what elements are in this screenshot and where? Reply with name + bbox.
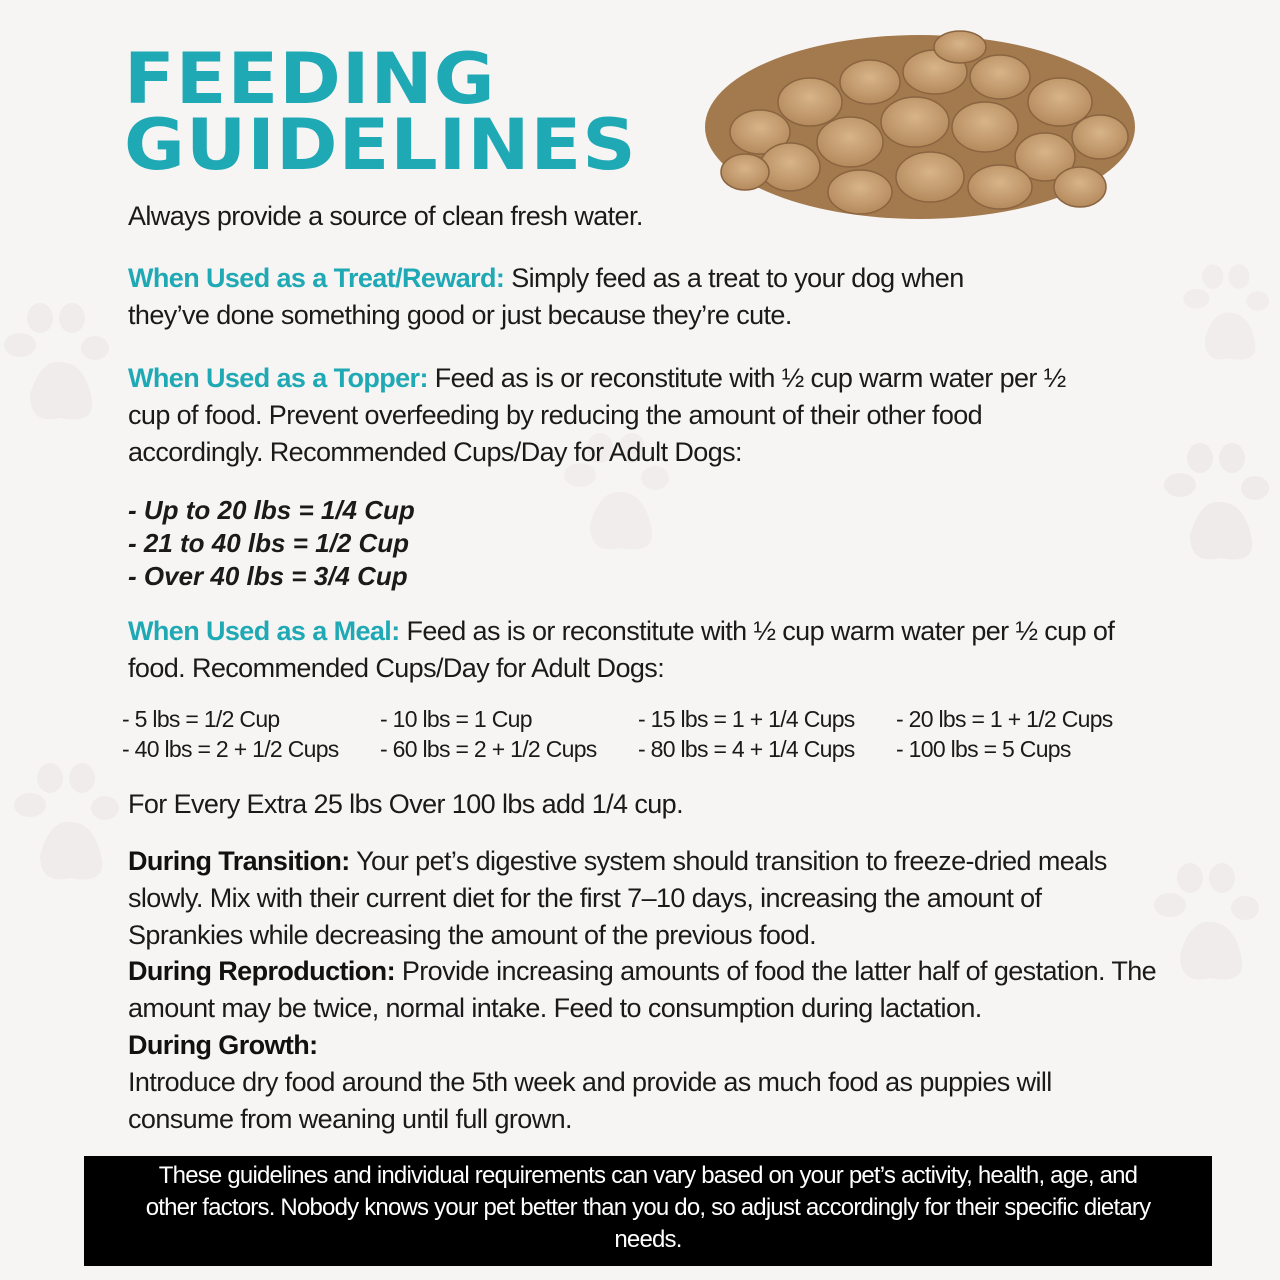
intro-text: Always provide a source of clean fresh water. [128,201,643,231]
meal-section [128,613,1118,687]
growth-section [128,1027,1128,1138]
reproduction-section [128,953,1178,1027]
list-item: - 15 lbs = 1 + 1/4 Cups [638,706,855,732]
list-item: - 10 lbs = 1 Cup [380,706,532,732]
transition-text: Your pet’s digestive system should transition to freeze-dried meals slowly. Mix with their current diet for the first 7–10 days, increasing the amount of Sprankies while decreasing the amount of the previous food. [128,846,1107,950]
list-item: - 5 lbs = 1/2 Cup [122,706,280,732]
page-title [124,38,637,186]
list-item: - Up to 20 lbs = 1/4 Cup [128,495,415,525]
transition-label: During Transition: [128,846,350,876]
meal-amounts-grid [122,704,1142,764]
list-item: - 60 lbs = 2 + 1/2 Cups [380,736,597,762]
paw-print-icon [10,760,120,890]
list-item: - 100 lbs = 5 Cups [896,736,1071,762]
title-line-2: GUIDELINES [124,104,637,186]
paw-print-icon [0,300,110,430]
treat-text: Simply feed as a treat to your dog when they’ve done something good or just because they’re cute. [128,263,964,330]
list-item: - Over 40 lbs = 3/4 Cup [128,561,408,591]
transition-section [128,843,1158,954]
topper-text: Feed as is or reconstitute with ½ cup warm water per ½ cup of food. Prevent overfeeding by reducing the amount of their other food accordingly. Recommended Cups/Day for Adult Dogs: [128,363,1066,467]
paw-print-icon [1160,440,1270,570]
topper-label: When Used as a Topper: [128,363,428,393]
list-item: - 80 lbs = 4 + 1/4 Cups [638,736,855,762]
reproduction-label: During Reproduction: [128,956,395,986]
reproduction-text: Provide increasing amounts of food the latter half of gestation. The amount may be twice, normal intake. Feed to consumption during lactation. [128,956,1157,1023]
topper-amounts-list [128,494,415,593]
list-item: - 40 lbs = 2 + 1/2 Cups [122,736,339,762]
disclaimer-box [84,1156,1212,1266]
growth-label: During Growth: [128,1030,318,1060]
list-item: - 21 to 40 lbs = 1/2 Cup [128,528,410,558]
title-line-1: FEEDING [124,38,496,120]
extra-weight-note: For Every Extra 25 lbs Over 100 lbs add 1/4 cup. [128,789,683,819]
list-item: - 20 lbs = 1 + 1/2 Cups [896,706,1113,732]
disclaimer-text: These guidelines and individual requirements can vary based on your pet’s activity, health, age, and other factors. Nobody knows your pet better than you do, so adjust accordingly for their specific dietary needs. [145,1162,1151,1253]
treat-label: When Used as a Treat/Reward: [128,263,505,293]
kibble-image [700,22,1140,222]
meal-label: When Used as a Meal: [128,616,400,646]
paw-print-icon [1180,260,1270,370]
topper-section [128,360,1108,471]
meal-text: Feed as is or reconstitute with ½ cup warm water per ½ cup of food. Recommended Cups/Day for Adult Dogs: [128,616,1115,683]
treat-section [128,260,988,334]
growth-text: Introduce dry food around the 5th week and provide as much food as puppies will consume from weaning until full grown. [128,1067,1052,1134]
